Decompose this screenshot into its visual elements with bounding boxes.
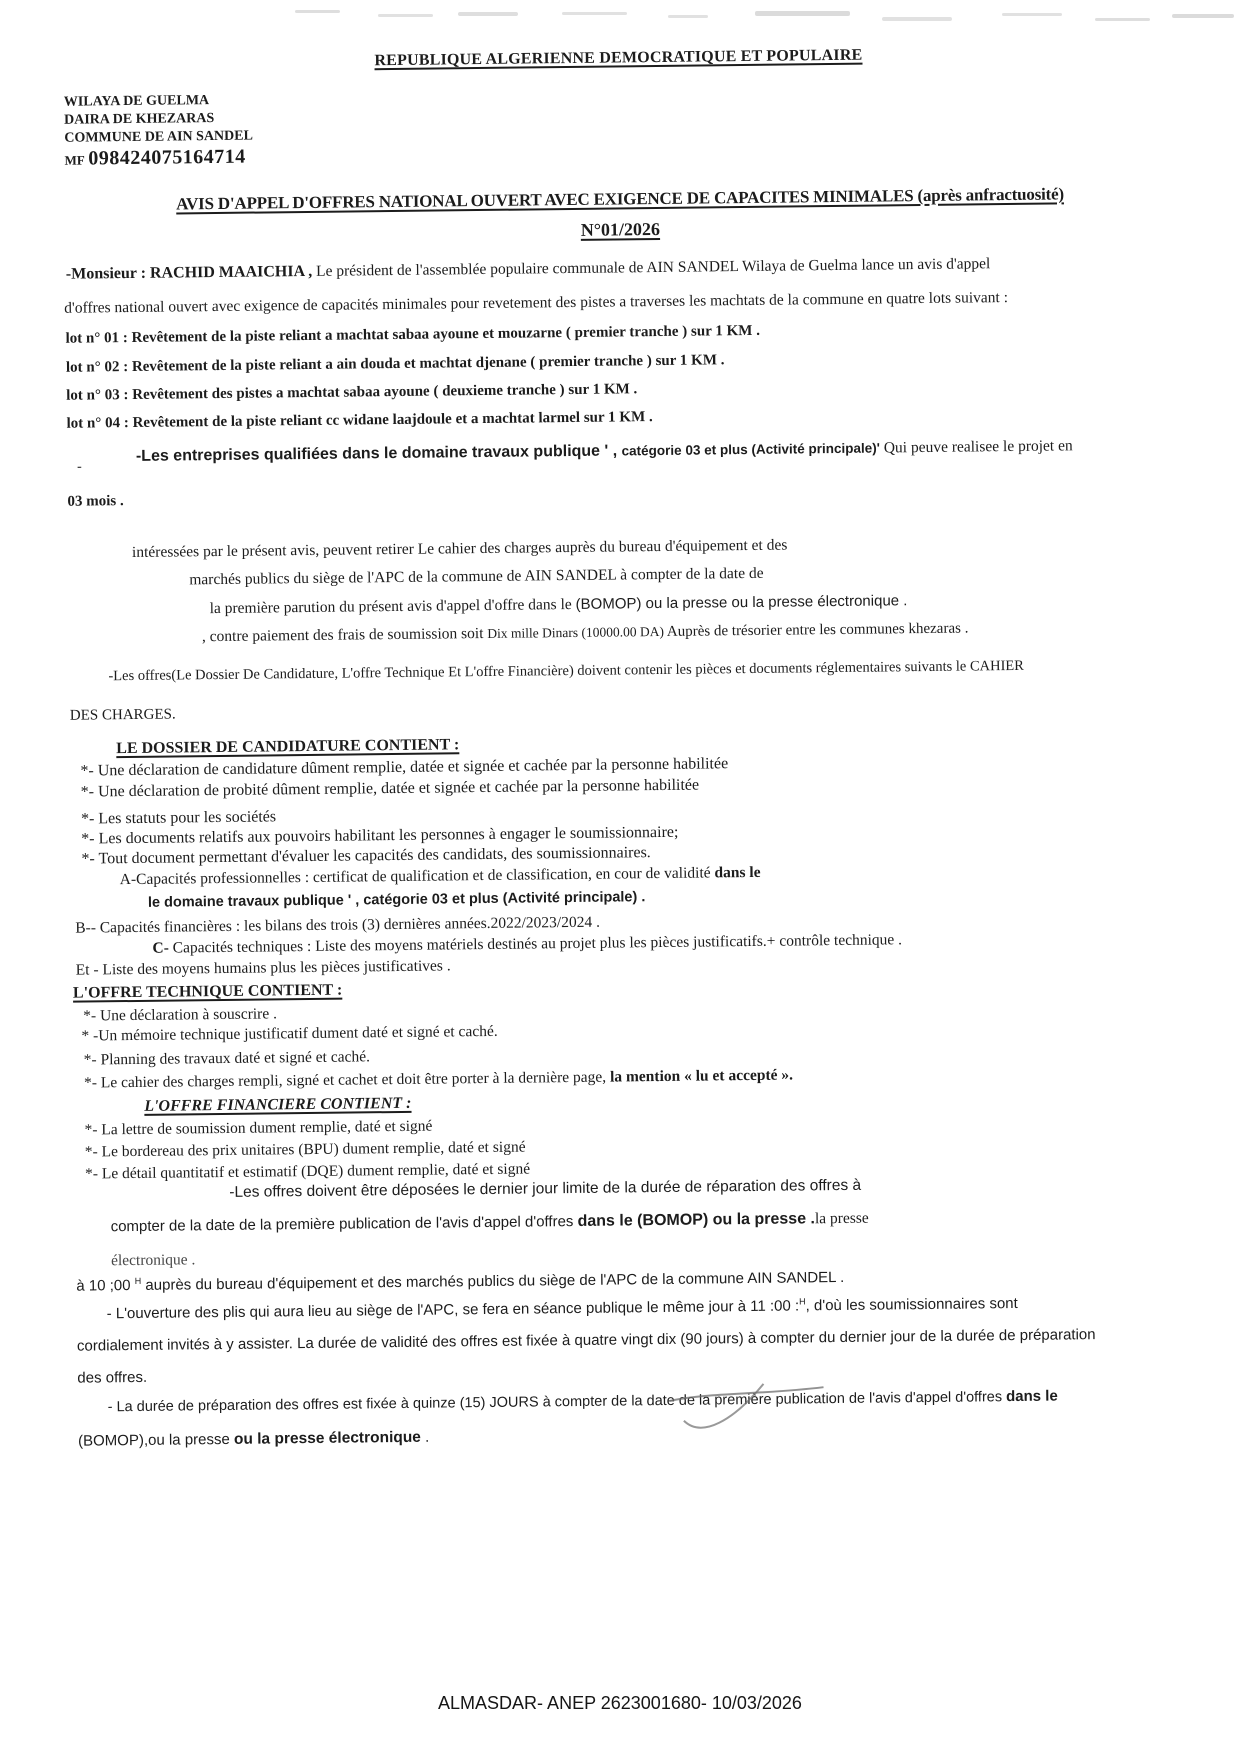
intro-line-2: d'offres national ouvert avec exigence de capacités minimales pour revetement des pistes a traverses les machtats de la commune en quatre lots suivant : — [64, 289, 1009, 317]
preparation-line-1 — [108, 1388, 1058, 1417]
fees-intro: , contre paiement des frais de soumission soit — [201, 624, 488, 646]
margin-dash: - — [76, 459, 82, 475]
capC-label: C- — [152, 939, 169, 957]
retrait-line-4 — [202, 619, 969, 646]
financiere-item: *- La lettre de soumission dument remplie, daté et signé — [84, 1117, 433, 1139]
lot-item-3: lot n° 03 : Revêtement des pistes a machtat sabaa ayoune ( deuxieme tranche ) sur 1 KM . — [66, 381, 638, 404]
financiere-item: *- Le bordereau des prix unitaires (BPU) dument remplie, daté et signé — [84, 1138, 526, 1161]
financiere-item: *- Le détail quantitatif et estimatif (DQE) dument remplie, daté et signé — [84, 1160, 531, 1183]
capacites-humaines: Et - Liste des moyens humains plus les pièces justificatives . — [75, 957, 451, 979]
depot-time: à 10 ;00 — [76, 1276, 135, 1295]
ouverture-tail: , d'où les soumissionnaires sont — [805, 1294, 1018, 1315]
depot-line-2-start: compter de la date de la première publication de l'avis d'appel d'offres — [110, 1212, 578, 1236]
ouverture-line-1 — [107, 1295, 1018, 1323]
preparation-period: . — [420, 1428, 430, 1446]
preparation-bomop: (BOMOP),ou la presse — [77, 1430, 235, 1450]
retrait-line-1: intéressées par le présent avis, peuvent retirer Le cahier des charges auprès du bureau d'équipement et des — [131, 536, 788, 561]
org-daira: DAIRA DE KHEZARAS — [64, 111, 215, 128]
ouverture-line-2: cordialement invités à y assister. La durée de validité des offres est fixée à quatre vingt dix (90 jours) à compter du dernier jour de la durée de préparation — [76, 1326, 1096, 1355]
offers-note-line-1: -Les offres(Le Dossier De Candidature, L'offre Technique Et L'offre Financière) doivent contenir les pièces et documents réglementaires suivants le CAHIER — [108, 657, 1024, 685]
capacites-financieres: B-- Capacités financières : les bilans des trois (3) dernières années.2022/2023/2024 . — [75, 913, 601, 937]
preparation-bold: dans le — [1005, 1387, 1058, 1406]
offers-note-line-2: DES CHARGES. — [69, 706, 176, 724]
capacites-domaine: le domaine travaux publique ' , catégorie 03 et plus (Activité principale) . — [147, 889, 646, 911]
lot-item-1: lot n° 01 : Revêtement de la piste reliant a machtat sabaa ayoune et mouzarne ( premier tranche ) sur 1 KM . — [65, 322, 760, 347]
technique-item-cahier — [84, 1067, 793, 1093]
ouverture-start: - L'ouverture des plis qui aura lieu au siège de l'APC, se fera en séance publique le même jour à 11 :00 : — [106, 1297, 800, 1323]
publication-footer: ALMASDAR- ANEP 2623001680- 10/03/2026 — [438, 1693, 802, 1713]
republic-header: REPUBLIQUE ALGERIENNE DEMOCRATIQUE ET POPULAIRE — [374, 46, 863, 70]
dossier-item: *- Les documents relatifs aux pouvoirs habilitant les personnes à engager le soumissionnaire; — [81, 823, 679, 848]
org-wilaya: WILAYA DE GUELMA — [63, 93, 210, 110]
tender-title: AVIS D'APPEL D'OFFRES NATIONAL OUVERT AVEC EXIGENCE DE CAPACITES MINIMALES (après anfractuosité) — [176, 184, 1064, 214]
depot-line-2 — [111, 1210, 869, 1237]
org-commune: COMMUNE DE AIN SANDEL — [64, 128, 253, 146]
retrait-line-3-bomop: (BOMOP) ou la presse ou la presse électronique . — [575, 592, 908, 613]
qualification-main: -Les entreprises qualifiées dans le domaine travaux publique ' , — [135, 442, 622, 465]
president-name: -Monsieur : RACHID MAAICHIA , — [65, 262, 313, 283]
tender-number: N°01/2026 — [580, 218, 661, 240]
dossier-item: *- Les statuts pour les sociétés — [80, 808, 277, 828]
mf-number: 098424075164714 — [88, 145, 246, 170]
retrait-line-3 — [210, 592, 908, 618]
retrait-line-3-start: la première parution du présent avis d'appel d'offre dans le — [209, 595, 576, 618]
intro-line-1: -Monsieur : RACHID MAAICHIA , Le président de l'assemblée populaire communale de AIN SANDEL Wilaya de Guelma lance un avis d'appel — [65, 255, 991, 283]
technique-heading: L'OFFRE TECHNIQUE CONTIENT : — [72, 981, 343, 1002]
dossier-heading: LE DOSSIER DE CANDIDATURE CONTIENT : — [116, 736, 460, 758]
ouverture-line-3: des offres. — [77, 1368, 148, 1387]
hour-superscript: H — [134, 1275, 142, 1286]
qualification-tail: Qui peuve realisee le projet en — [879, 437, 1073, 457]
capA-bold: dans le — [714, 863, 761, 882]
retrait-line-2: marchés publics du siège de l'APC de la commune de AIN SANDEL à compter de la date de — [189, 564, 764, 589]
hour-superscript: H — [799, 1296, 806, 1307]
depot-line-2-bomop: dans le (BOMOP) ou la presse . — [577, 1210, 816, 1230]
dossier-item: *- Une déclaration de candidature dûment remplie, datée et signée et cachée par la personne habilitée — [80, 755, 729, 780]
technique-item: *- Planning des travaux daté et signé et caché. — [83, 1048, 371, 1069]
fees-tail: Auprès de trésorier entre les communes khezaras . — [663, 620, 969, 640]
qualification-duration: 03 mois . — [67, 493, 124, 510]
fees-amount: Dix mille Dinars (10000.00 DA) — [487, 623, 665, 641]
depot-line-3: électronique . — [110, 1251, 196, 1270]
capC-text: Capacités techniques : Liste des moyens matériels destinés au projet plus les pièces justificatifs.+ contrôle technique . — [168, 931, 903, 957]
depot-place: auprès du bureau d'équipement et des marchés publics du siège de l'APC de la commune AIN SANDEL . — [141, 1268, 845, 1294]
depot-line-1: -Les offres doivent être déposées le dernier jour limite de la durée de réparation des offres à — [229, 1176, 862, 1201]
capA-text: A-Capacités professionnelles : certificat de qualification et de classification, en cour de validité — [119, 864, 715, 889]
qualification-category: catégorie 03 et plus (Activité principale)' — [621, 440, 880, 459]
lot-item-2: lot n° 02 : Revêtement de la piste reliant a ain douda et machtat djenane ( premier tranche ) sur 1 KM . — [65, 352, 725, 376]
org-mf-line — [64, 146, 245, 171]
preparation-line-2 — [78, 1429, 429, 1451]
depot-line-2-tail: la presse — [814, 1209, 869, 1228]
dossier-item: *- Tout document permettant d'évaluer les capacités des candidats, des soumissionnaires. — [81, 844, 651, 868]
dossier-item: *- Une déclaration de probité dûment remplie, datée et signée et cachée par la personne habilitée — [80, 776, 700, 801]
capacites-professionnelles — [120, 864, 761, 890]
financiere-heading: L'OFFRE FINANCIERE CONTIENT : — [144, 1094, 412, 1115]
preparation-start: - La durée de préparation des offres est fixée à quinze (15) JOURS à compter de la date de la première publication de l'avis d'appel d'offres — [107, 1389, 1007, 1416]
qualification-line — [136, 437, 1073, 466]
preparation-presse: ou la presse électronique — [233, 1428, 421, 1448]
lot-item-4: lot n° 04 : Revêtement de la piste reliant cc widane laajdoule et a machtat larmel sur 1 KM . — [66, 409, 653, 432]
technique-item: *- Une déclaration à souscrire . — [83, 1005, 278, 1025]
depot-line-4 — [76, 1269, 844, 1295]
cahier-mention: la mention « lu et accepté ». — [609, 1066, 794, 1086]
mf-label: MF — [64, 152, 85, 168]
cahier-text: *- Le cahier des charges rempli, signé et cachet et doit être porter à la dernière page, — [83, 1068, 611, 1092]
pen-scribble — [663, 1379, 834, 1451]
technique-item: * -Un mémoire technique justificatif dument daté et signé et caché. — [81, 1022, 498, 1045]
